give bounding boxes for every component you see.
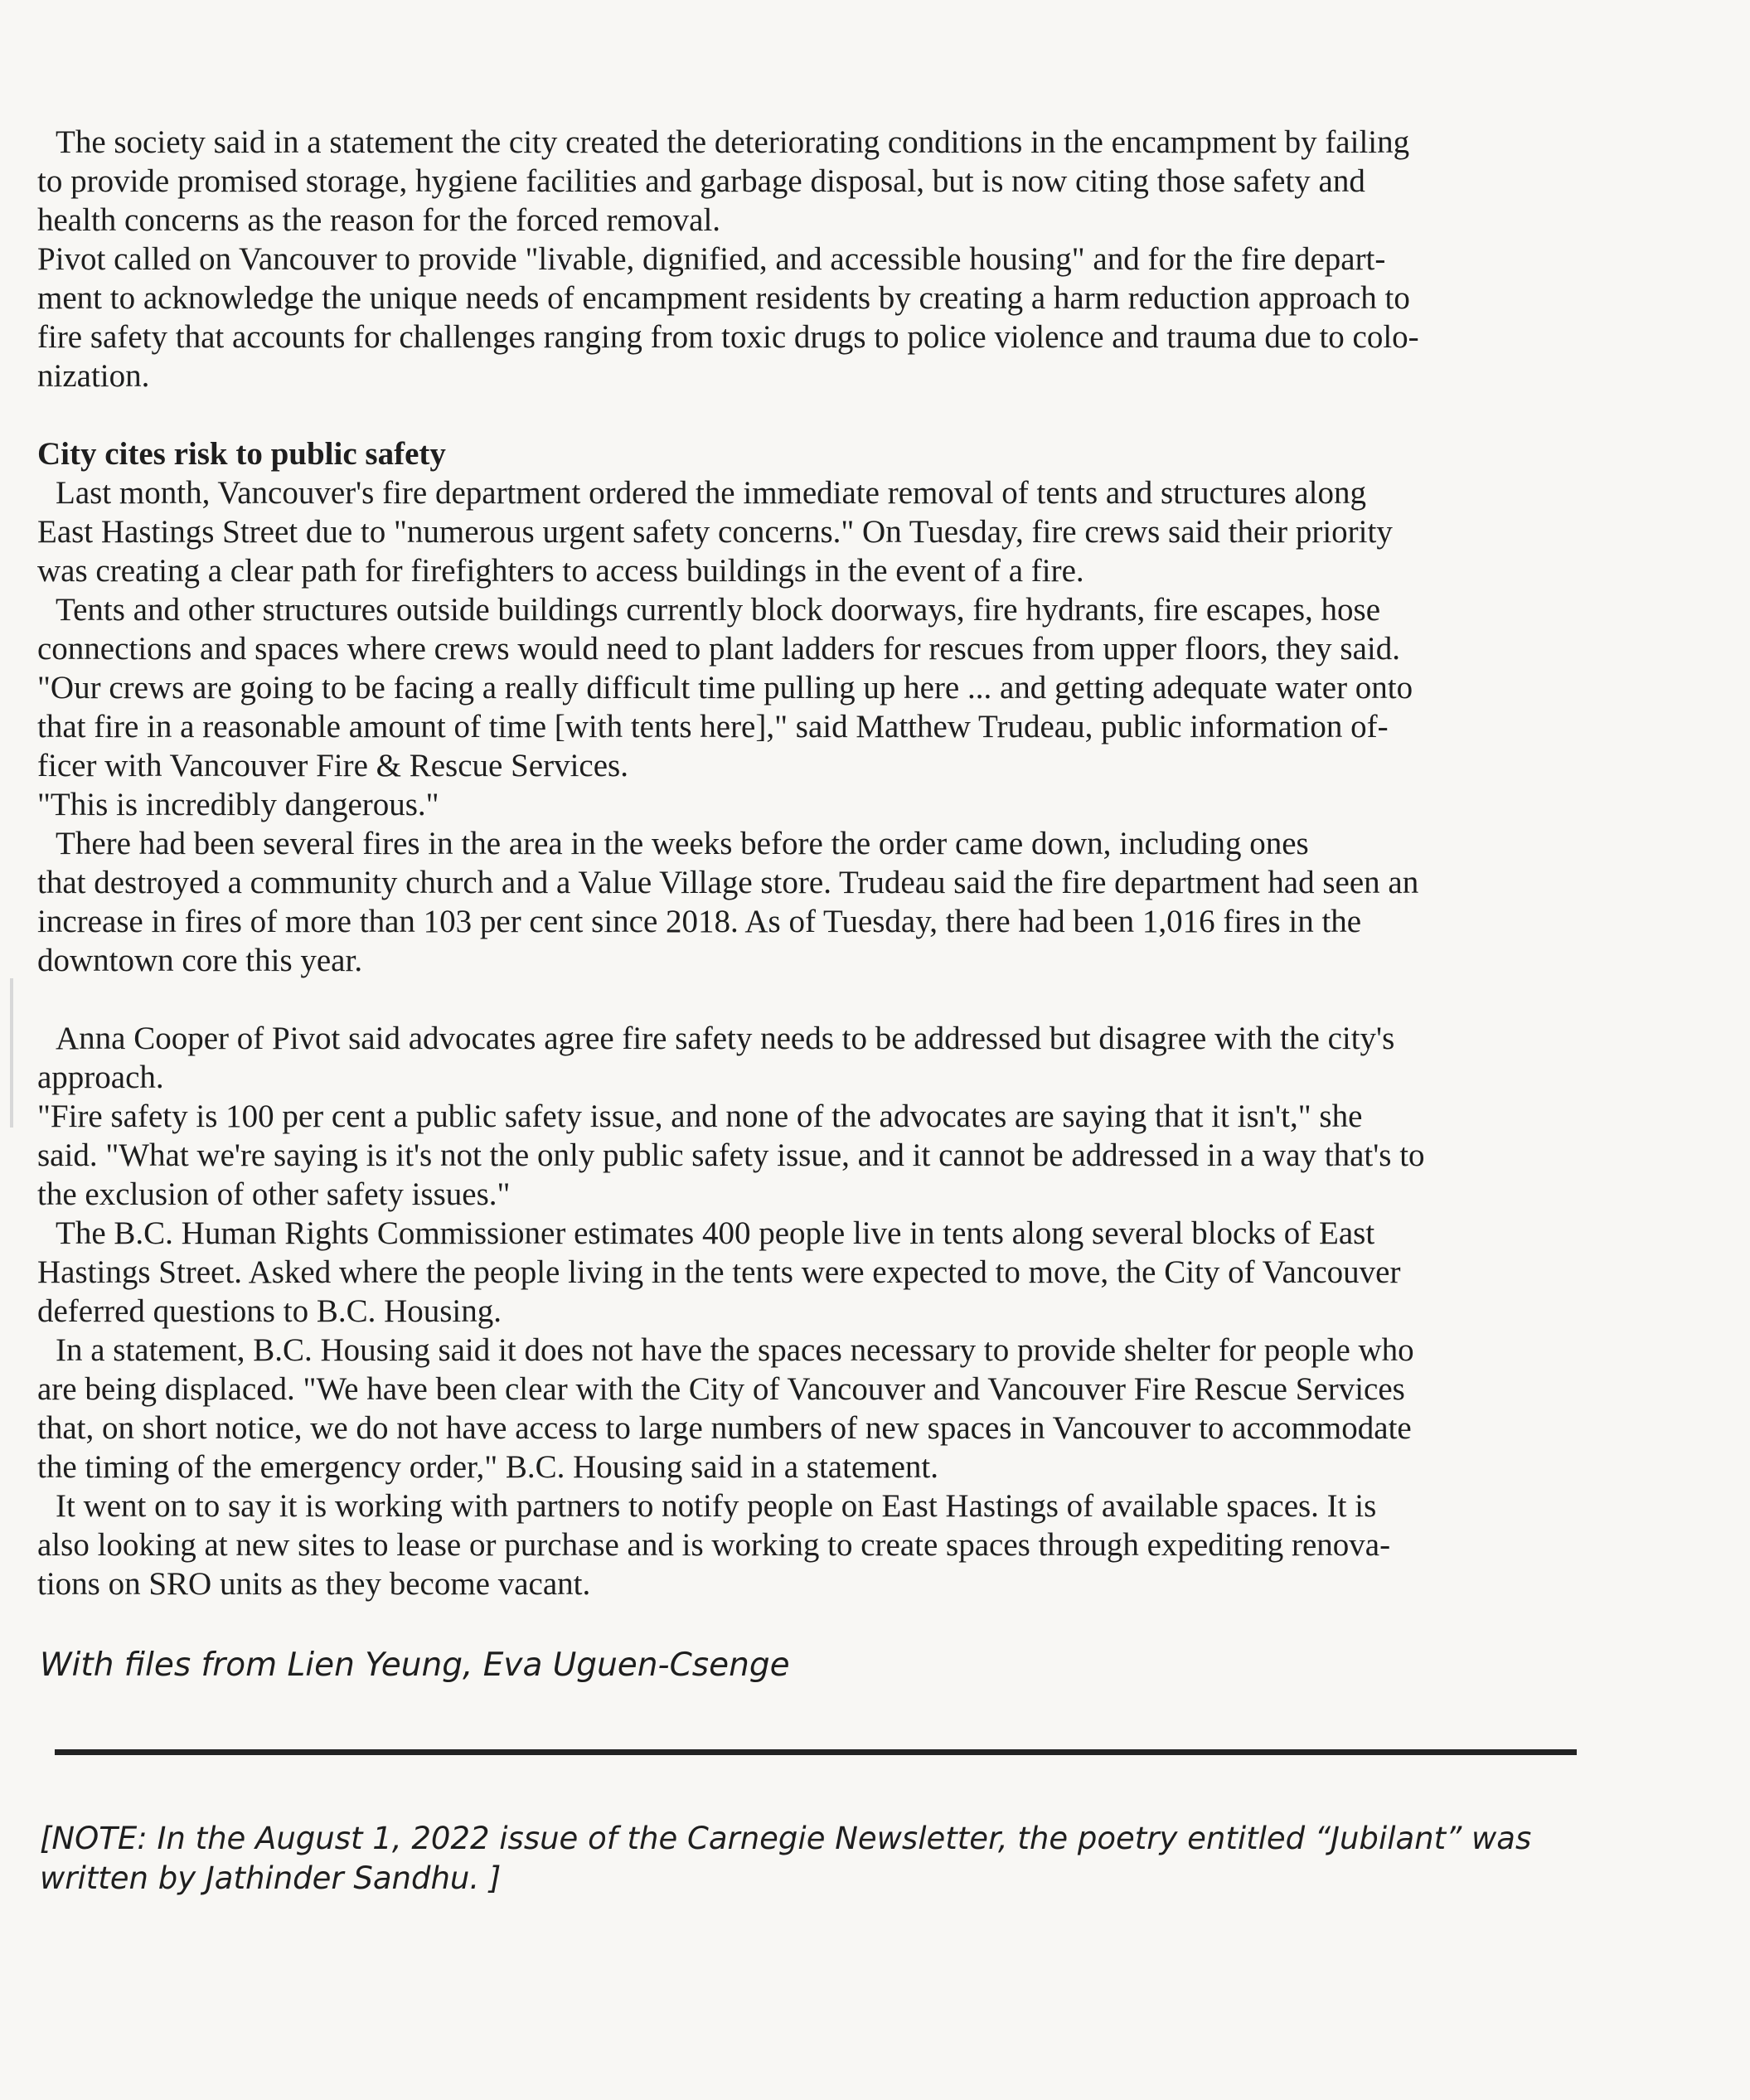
- text-line: ficer with Vancouver Fire & Rescue Services.: [37, 748, 628, 783]
- note-line: [NOTE: In the August 1, 2022 issue of the Carnegie Newsletter, the poetry entitled “Jubilant” was: [40, 1821, 1532, 1856]
- text-line: In a statement, B.C. Housing said it does not have the spaces necessary to provide shelter for people who: [56, 1332, 1414, 1368]
- paragraph-human-rights: [37, 1214, 1637, 1331]
- text-line: East Hastings Street due to "numerous urgent safety concerns." On Tuesday, fire crews said their priority: [37, 514, 1393, 550]
- paragraph-gap: [37, 395, 1637, 434]
- paragraph-fire-safety-quote: [37, 1097, 1637, 1214]
- paragraph-partners: [37, 1486, 1637, 1603]
- paragraph-tents-block: [37, 590, 1637, 668]
- text-line: that, on short notice, we do not have access to large numbers of new spaces in Vancouver to accommodate: [37, 1410, 1412, 1446]
- text-line: the timing of the emergency order," B.C. Housing said in a statement.: [37, 1449, 938, 1485]
- text-line: "Our crews are going to be facing a really difficult time pulling up here ... and getting adequate water onto: [37, 670, 1413, 706]
- text-line: It went on to say it is working with partners to notify people on East Hastings of available spaces. It is: [56, 1488, 1377, 1524]
- text-line: Anna Cooper of Pivot said advocates agree fire safety needs to be addressed but disagree with the city's: [56, 1021, 1395, 1056]
- editor-note: [40, 1819, 1615, 1899]
- text-line: the exclusion of other safety issues.": [37, 1176, 511, 1212]
- text-line: deferred questions to B.C. Housing.: [37, 1293, 502, 1329]
- text-line: approach.: [37, 1060, 164, 1095]
- text-line: tions on SRO units as they become vacant.: [37, 1566, 591, 1602]
- text-line: that fire in a reasonable amount of time [with tents here]," said Matthew Trudeau, public information of-: [37, 709, 1389, 744]
- text-line: said. "What we're saying is it's not the only public safety issue, and it cannot be addressed in a way that's to: [37, 1137, 1425, 1173]
- paragraph-trudeau-quote: [37, 668, 1637, 785]
- text-line: health concerns as the reason for the forced removal.: [37, 202, 721, 238]
- text-line: nization.: [37, 358, 150, 394]
- article-body: [37, 123, 1637, 1603]
- paragraph-gap: [37, 980, 1637, 1019]
- paragraph-bc-housing: [37, 1331, 1637, 1486]
- section-subheading: City cites risk to public safety: [37, 436, 446, 472]
- text-line: "Fire safety is 100 per cent a public safety issue, and none of the advocates are saying that it isn't," she: [37, 1098, 1363, 1134]
- paragraph-society-statement: [37, 123, 1637, 240]
- text-line: There had been several fires in the area in the weeks before the order came down, including ones: [56, 826, 1309, 861]
- note-line: written by Jathinder Sandhu. ]: [40, 1860, 502, 1896]
- text-line: are being displaced. "We have been clear with the City of Vancouver and Vancouver Fire Rescue Services: [37, 1371, 1405, 1407]
- text-line: fire safety that accounts for challenges ranging from toxic drugs to police violence and trauma due to colo-: [37, 319, 1419, 355]
- paragraph-dangerous-quote: [37, 785, 1637, 824]
- text-line: downtown core this year.: [37, 943, 363, 978]
- section-divider: [55, 1749, 1577, 1755]
- text-line: to provide promised storage, hygiene facilities and garbage disposal, but is now citing those safety and: [37, 163, 1365, 199]
- files-credit: With files from Lien Yeung, Eva Uguen-Csenge: [40, 1647, 790, 1684]
- paragraph-removal-order: [37, 473, 1637, 590]
- subheading-public-safety: [37, 434, 1637, 473]
- paragraph-fires-increase: [37, 824, 1637, 980]
- text-line: The society said in a statement the city created the deteriorating conditions in the encampment by failing: [56, 124, 1410, 160]
- text-line: Hastings Street. Asked where the people living in the tents were expected to move, the City of Vancouver: [37, 1254, 1401, 1290]
- text-line: The B.C. Human Rights Commissioner estimates 400 people live in tents along several blocks of East: [56, 1215, 1375, 1251]
- text-line: that destroyed a community church and a Value Village store. Trudeau said the fire department had seen an: [37, 865, 1419, 900]
- text-line: ment to acknowledge the unique needs of encampment residents by creating a harm reduction approach to: [37, 280, 1410, 316]
- text-line: Tents and other structures outside buildings currently block doorways, fire hydrants, fire escapes, hose: [56, 592, 1381, 628]
- text-line: Last month, Vancouver's fire department ordered the immediate removal of tents and structures along: [56, 475, 1366, 511]
- paragraph-anna-cooper: [37, 1019, 1637, 1097]
- text-line: Pivot called on Vancouver to provide "livable, dignified, and accessible housing" and for the fire depart-: [37, 241, 1386, 277]
- text-line: also looking at new sites to lease or purchase and is working to create spaces through expediting renova-: [37, 1527, 1391, 1563]
- scan-edge-mark: [10, 978, 13, 1128]
- text-line: increase in fires of more than 103 per cent since 2018. As of Tuesday, there had been 1,016 fires in the: [37, 904, 1362, 939]
- text-line: connections and spaces where crews would need to plant ladders for rescues from upper floors, they said.: [37, 631, 1400, 667]
- text-line: was creating a clear path for firefighters to access buildings in the event of a fire.: [37, 553, 1084, 589]
- paragraph-pivot-call: [37, 240, 1637, 395]
- text-line: "This is incredibly dangerous.": [37, 787, 439, 822]
